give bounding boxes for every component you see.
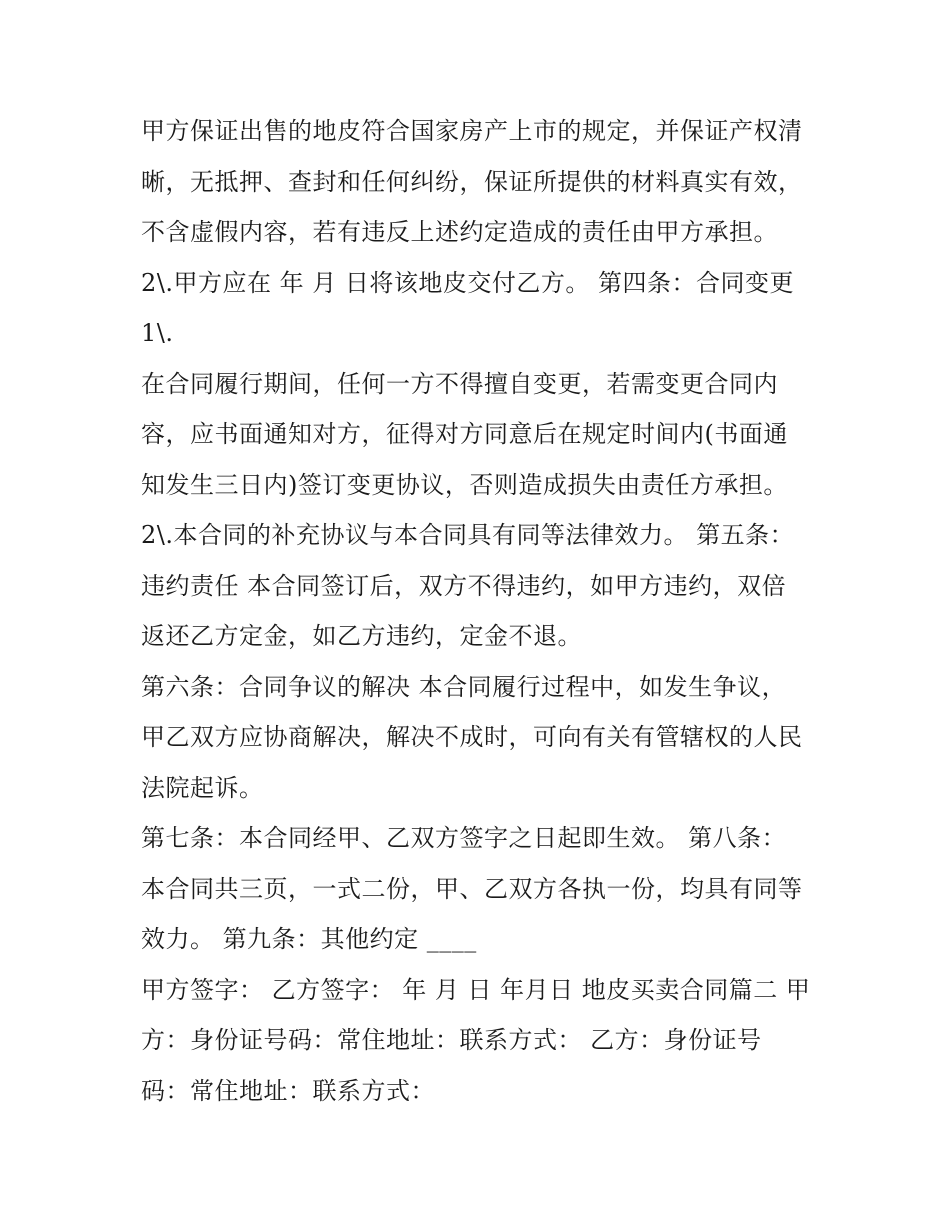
text-line: 1\. — [141, 319, 174, 347]
text-line: 返还乙方定金，如乙方违约，定金不退。 — [141, 622, 582, 650]
text-line: 甲乙双方应协商解决，解决不成时，可向有关有管辖权的人民 — [141, 723, 803, 751]
text-line: 在合同履行期间，任何一方不得擅自变更，若需变更合同内 — [141, 369, 778, 398]
text-line: 甲方签字： 乙方签字： 年 月 日 年月日 地皮买卖合同篇二 甲 — [141, 975, 811, 1004]
text-line: 违约责任 本合同签订后，双方不得违约，如甲方违约，双倍 — [141, 571, 787, 600]
text-line: 甲方保证出售的地皮符合国家房产上市的规定，并保证产权清 — [141, 117, 803, 145]
text-line: 容，应书面通知对方，征得对方同意后在规定时间内(书面通 — [141, 420, 788, 448]
document-body — [141, 106, 821, 1116]
text-line: 码：常住地址：联系方式： — [141, 1076, 435, 1105]
text-line: 效力。 第九条：其他约定 ____ — [141, 925, 477, 953]
text-line: 知发生三日内)签订变更协议，否则造成损失由责任方承担。 — [141, 470, 788, 499]
text-line: 2\.本合同的补充协议与本合同具有同等法律效力。 第五条： — [141, 521, 795, 549]
text-line: 第七条：本合同经甲、乙双方签字之日起即生效。 第八条： — [141, 824, 787, 852]
text-line: 不含虚假内容，若有违反上述约定造成的责任由甲方承担。 — [141, 218, 778, 246]
text-line: 方：身份证号码：常住地址：联系方式： 乙方：身份证号 — [141, 1026, 762, 1054]
text-line: 2\.甲方应在 年 月 日将该地皮交付乙方。 第四条：合同变更 — [141, 268, 794, 297]
text-line: 本合同共三页，一式二份，甲、乙双方各执一份，均具有同等 — [141, 874, 803, 903]
text-line: 晰，无抵押、查封和任何纠纷，保证所提供的材料真实有效， — [141, 167, 803, 196]
text-line: 第六条：合同争议的解决 本合同履行过程中，如发生争议， — [141, 672, 787, 701]
text-line: 法院起诉。 — [141, 773, 264, 802]
